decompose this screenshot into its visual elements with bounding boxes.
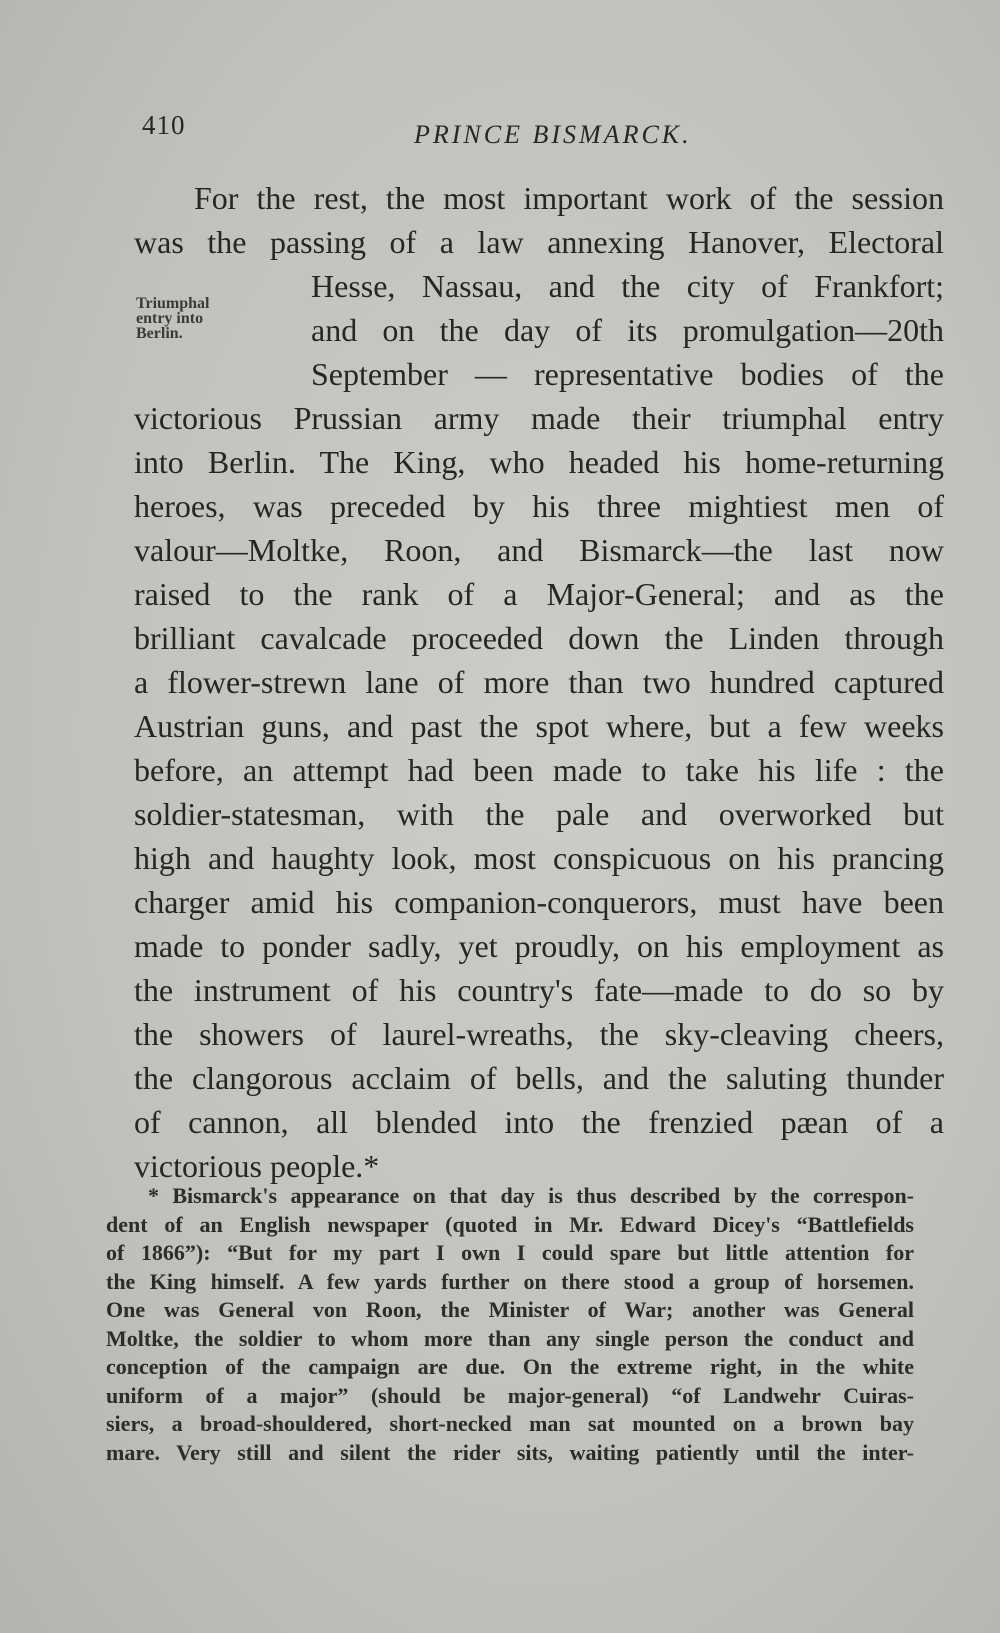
body-line: soldier-statesman, with the pale and overworked but (134, 796, 944, 832)
body-line: brilliant cavalcade proceeded down the Linden through (134, 620, 944, 656)
body-line: made to ponder sadly, yet proudly, on his employment as (134, 928, 944, 964)
footnote-line: mare. Very still and silent the rider sits, waiting patiently until the inter- (106, 1439, 914, 1465)
body-paragraph (134, 176, 944, 1188)
body-line: of cannon, all blended into the frenzied pæan of a (134, 1104, 944, 1140)
footnote-line: One was General von Roon, the Minister of War; another was General (106, 1297, 914, 1322)
footnote-line: conception of the campaign are due. On the extreme right, in the white (106, 1354, 914, 1379)
footnote-line: Moltke, the soldier to whom more than any single person the conduct and (106, 1325, 914, 1351)
body-line: victorious Prussian army made their triumphal entry (134, 400, 944, 436)
footnote (106, 1182, 914, 1467)
footnote-line: * Bismarck's appearance on that day is thus described by the correspon- (148, 1183, 914, 1208)
body-line: valour—Moltke, Roon, and Bismarck—the last now (134, 532, 944, 568)
footnote-line: dent of an English newspaper (quoted in Mr. Edward Dicey's “Battlefields (106, 1211, 914, 1237)
body-line: charger amid his companion-conquerors, must have been (134, 884, 944, 920)
page-header (142, 110, 902, 160)
body-line: the clangorous acclaim of bells, and the saluting thunder (134, 1060, 944, 1096)
body-line: and on the day of its promulgation—20th (311, 312, 944, 348)
body-line: raised to the rank of a Major-General; and as the (134, 576, 944, 612)
body-line: the instrument of his country's fate—made to do so by (134, 972, 944, 1008)
body-line: For the rest, the most important work of the session (194, 180, 944, 216)
body-line: was the passing of a law annexing Hanover, Electoral (134, 224, 944, 260)
body-line: Hesse, Nassau, and the city of Frankfort; (311, 268, 944, 304)
footnote-line: uniform of a major” (should be major-general) “of Landwehr Cuiras- (106, 1382, 914, 1408)
body-line: victorious people.* (134, 1148, 380, 1184)
footnote-line: of 1866”): “But for my part I own I could spare but little attention for (106, 1240, 914, 1265)
body-line: heroes, was preceded by his three mightiest men of (134, 488, 944, 524)
body-line: high and haughty look, most conspicuous on his prancing (134, 840, 944, 876)
margin-note-line: entry into (136, 310, 204, 327)
body-line: September — representative bodies of the (311, 356, 944, 392)
body-line: before, an attempt had been made to take his life : the (134, 752, 944, 788)
body-line: Austrian guns, and past the spot where, but a few weeks (134, 708, 944, 744)
margin-note-line: Berlin. (136, 325, 183, 342)
body-line: a flower-strewn lane of more than two hundred captured (134, 664, 944, 700)
margin-note-line: Triumphal (136, 295, 210, 312)
body-line: into Berlin. The King, who headed his home-returning (134, 444, 944, 480)
footnote-line: siers, a broad-shouldered, short-necked man sat mounted on a brown bay (106, 1411, 914, 1436)
page-number: 410 (142, 110, 186, 140)
running-title: PRINCE BISMARCK. (414, 120, 692, 149)
footnote-line: the King himself. A few yards further on there stood a group of horsemen. (106, 1268, 914, 1294)
body-line: the showers of laurel-wreaths, the sky-cleaving cheers, (134, 1016, 944, 1052)
